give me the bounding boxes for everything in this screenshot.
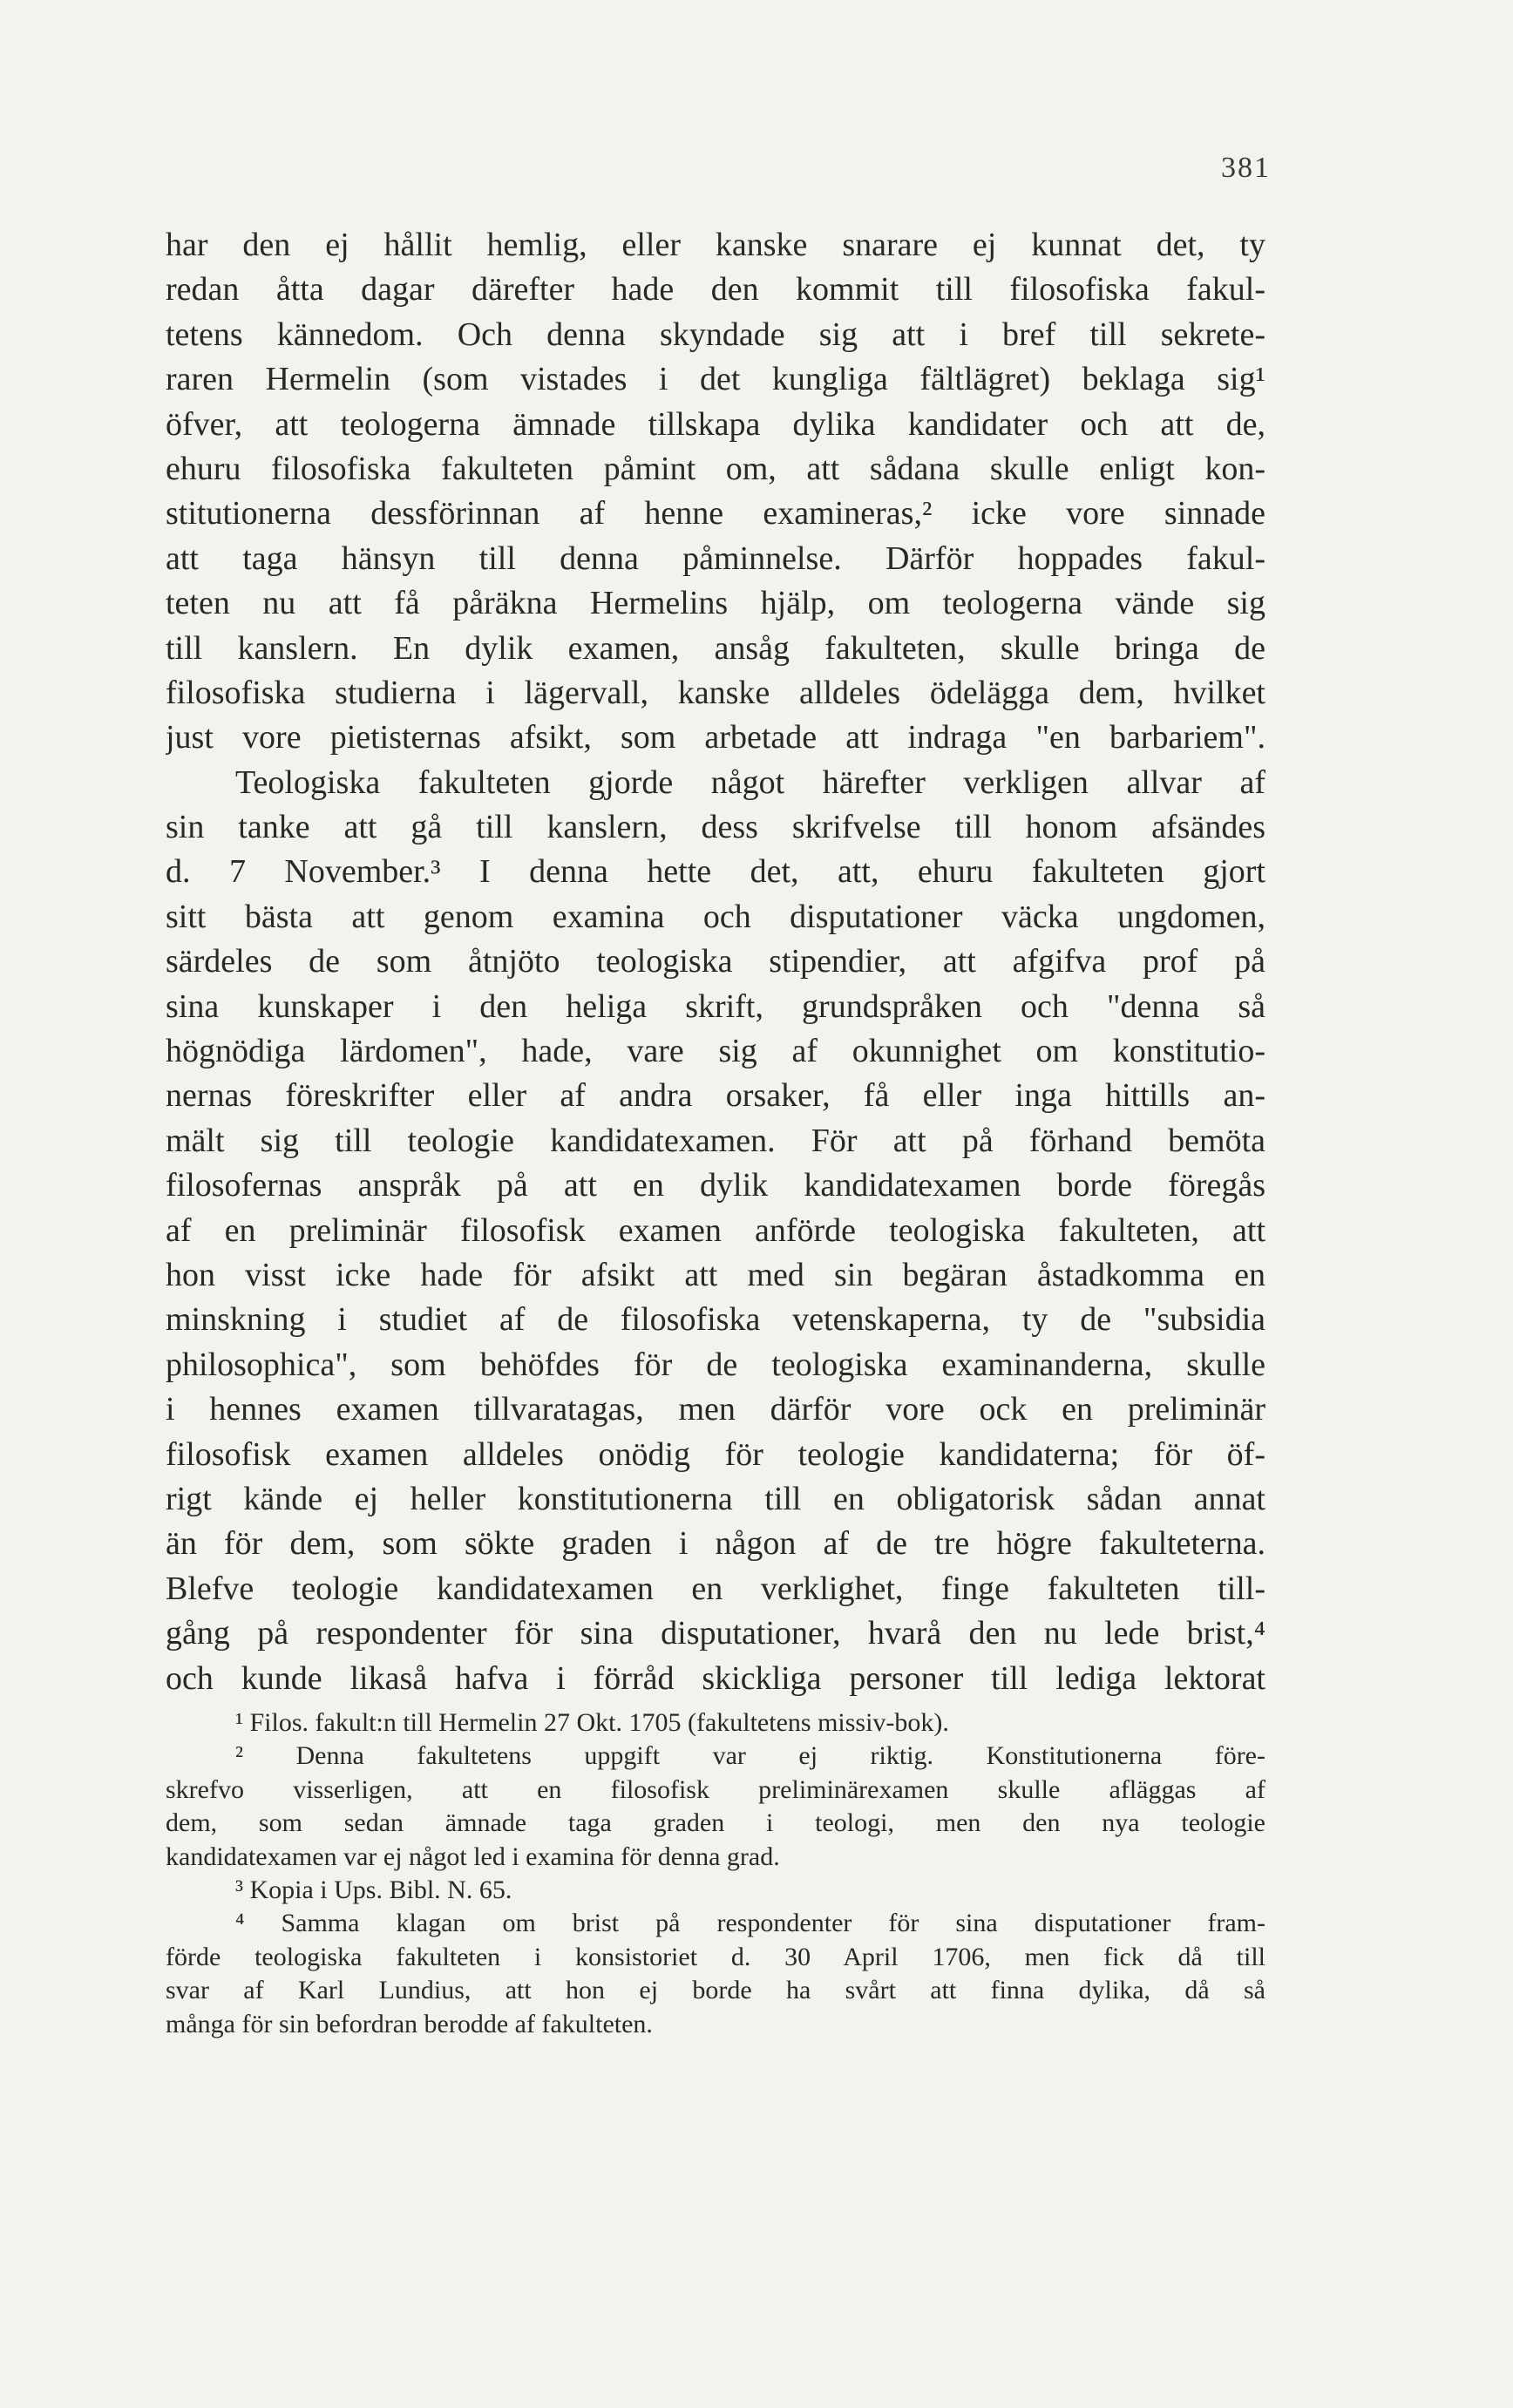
body-line: raren Hermelin (som vistades i det kungliga fältlägret) beklaga sig¹: [166, 361, 1265, 398]
page-number: 381: [1221, 152, 1271, 184]
body-line: af en preliminär filosofisk examen anförde teologiska fakulteten, att: [166, 1211, 1265, 1249]
footnote-line: dem, som sedan ämnade taga graden i teologi, men den nya teologie: [166, 1808, 1265, 1838]
body-line: d. 7 November.³ I denna hette det, att, ehuru fakulteten gjort: [166, 853, 1265, 891]
body-line: sina kunskaper i den heliga skrift, grundspråken och "denna så: [166, 987, 1265, 1025]
body-line: redan åtta dagar därefter hade den kommit till filosofiska fakul-: [166, 271, 1265, 309]
footnote-line: kandidatexamen var ej något led i examina för denna grad.: [166, 1842, 780, 1871]
body-line: tetens kännedom. Och denna skyndade sig att i bref till sekrete-: [166, 315, 1265, 353]
body-line: högnödiga lärdomen", hade, vare sig af okunnighet om konstitutio-: [166, 1033, 1265, 1070]
footnote-line: förde teologiska fakulteten i konsistoriet d. 30 April 1706, men fick då till: [166, 1942, 1265, 1971]
body-line: hon visst icke hade för afsikt att med sin begäran åstadkomma en: [166, 1256, 1265, 1293]
body-line: öfver, att teologerna ämnade tillskapa dylika kandidater och att de,: [166, 405, 1265, 443]
footnotes: [166, 1706, 1265, 2041]
body-line: att taga hänsyn till denna påminnelse. Därför hoppades fakul-: [166, 539, 1265, 577]
body-line: stitutionerna dessförinnan af henne examineras,² icke vore sinnade: [166, 495, 1265, 532]
body-line: till kanslern. En dylik examen, ansåg fakulteten, skulle bringa de: [166, 629, 1265, 667]
body-line: och kunde likaså hafva i förråd skickliga personer till lediga lektorat: [166, 1659, 1265, 1697]
footnote-line: ² Denna fakultetens uppgift var ej riktig. Konstitutionerna före-: [235, 1741, 1265, 1771]
body-line: minskning i studiet af de filosofiska vetenskaperna, ty de "subsidia: [166, 1301, 1265, 1339]
footnote-line: svar af Karl Lundius, att hon ej borde ha svårt att finna dylika, då så: [166, 1976, 1265, 2005]
body-line: i hennes examen tillvaratagas, men därför vore ock en preliminär: [166, 1391, 1265, 1428]
body-line: sitt bästa att genom examina och disputationer väcka ungdomen,: [166, 898, 1265, 935]
body-line: philosophica", som behöfdes för de teologiska examinanderna, skulle: [166, 1346, 1265, 1383]
body-line: rigt kände ej heller konstitutionerna till en obligatorisk sådan annat: [166, 1480, 1265, 1517]
body-line: än för dem, som sökte graden i någon af de tre högre fakulteterna.: [166, 1525, 1265, 1563]
footnote-line: ³ Kopia i Ups. Bibl. N. 65.: [235, 1875, 512, 1904]
body-text: [166, 223, 1265, 1701]
body-line: teten nu att få påräkna Hermelins hjälp, om teologerna vände sig: [166, 585, 1265, 622]
body-line: filosofisk examen alldeles onödig för teologie kandidaterna; för öf-: [166, 1435, 1265, 1473]
body-line: filosofiska studierna i lägervall, kanske alldeles ödelägga dem, hvilket: [166, 674, 1265, 711]
body-line: just vore pietisternas afsikt, som arbetade att indraga "en barbariem".: [166, 719, 1265, 756]
body-line: Blefve teologie kandidatexamen en verklighet, finge fakulteten till-: [166, 1570, 1265, 1607]
body-line: sin tanke att gå till kanslern, dess skrifvelse till honom afsändes: [166, 809, 1265, 846]
body-line: ehuru filosofiska fakulteten påmint om, att sådana skulle enligt kon-: [166, 450, 1265, 487]
body-line: Teologiska fakulteten gjorde något härefter verkligen allvar af: [235, 763, 1265, 801]
body-line: har den ej hållit hemlig, eller kanske snarare ej kunnat det, ty: [166, 227, 1265, 263]
body-line: mält sig till teologie kandidatexamen. För att på förhand bemöta: [166, 1122, 1265, 1159]
footnote-line: ¹ Filos. fakult:n till Hermelin 27 Okt. 1705 (fakultetens missiv-bok).: [235, 1708, 949, 1737]
body-line: nernas föreskrifter eller af andra orsaker, få eller inga hittills an-: [166, 1077, 1265, 1115]
body-line: särdeles de som åtnjöto teologiska stipendier, att afgifva prof på: [166, 943, 1265, 980]
footnote-line: ⁴ Samma klagan om brist på respondenter för sina disputationer fram-: [235, 1909, 1265, 1938]
footnote-line: många för sin befordran berodde af fakulteten.: [166, 2009, 653, 2038]
body-line: gång på respondenter för sina disputationer, hvarå den nu lede brist,⁴: [166, 1615, 1265, 1652]
footnote-line: skrefvo visserligen, att en filosofisk preliminärexamen skulle afläggas af: [166, 1774, 1265, 1804]
body-line: filosofernas anspråk på att en dylik kandidatexamen borde föregås: [166, 1167, 1265, 1204]
